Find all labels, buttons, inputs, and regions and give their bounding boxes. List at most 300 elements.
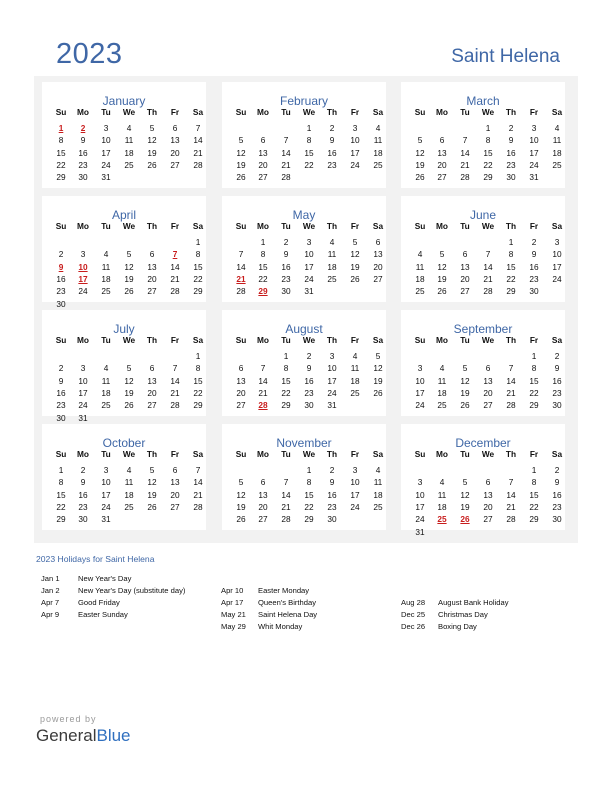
day: 25	[350, 387, 360, 398]
weekday-label: Tu	[460, 449, 470, 459]
day: 25	[373, 501, 383, 512]
day: 19	[236, 159, 246, 170]
week-row	[230, 464, 390, 476]
week-row	[230, 375, 390, 387]
week-row	[409, 134, 569, 146]
day: 8	[508, 249, 514, 260]
day: 20	[483, 387, 493, 398]
weekday-label: Tu	[460, 221, 470, 231]
day: 30	[552, 400, 562, 411]
weekday-label: Tu	[101, 449, 111, 459]
day: 8	[58, 477, 64, 488]
day: 10	[101, 477, 111, 488]
weekday-label: Sa	[551, 335, 563, 345]
week-row	[50, 171, 210, 183]
day: 12	[147, 135, 157, 146]
day: 2	[554, 351, 560, 361]
holiday-day: 28	[258, 400, 268, 411]
day: 11	[350, 363, 360, 374]
weekday-header	[409, 448, 569, 460]
day: 15	[304, 489, 314, 500]
week-row	[409, 248, 569, 260]
day: 14	[281, 489, 291, 500]
weekday-label: Mo	[257, 107, 269, 117]
weekday-label: Tu	[281, 449, 291, 459]
day: 27	[236, 400, 246, 411]
holiday-day: 10	[78, 261, 88, 272]
day: 14	[506, 375, 516, 386]
day: 2	[58, 363, 64, 374]
day: 30	[529, 286, 539, 297]
day: 15	[258, 261, 268, 272]
holiday-date: Apr 10	[221, 586, 244, 595]
day: 12	[373, 363, 383, 374]
holiday-day: 17	[78, 273, 88, 284]
day: 21	[281, 501, 291, 512]
day: 16	[281, 261, 291, 272]
week-row	[409, 350, 569, 362]
day: 1	[283, 351, 289, 361]
weekday-label: Sa	[192, 335, 204, 345]
weekday-header	[230, 106, 390, 118]
day: 23	[56, 400, 66, 411]
day: 14	[483, 261, 493, 272]
day: 6	[260, 135, 266, 146]
day: 3	[554, 237, 560, 247]
week-row	[50, 159, 210, 171]
day: 4	[126, 465, 132, 475]
day: 29	[506, 286, 516, 297]
day: 13	[483, 375, 493, 386]
day: 18	[437, 387, 447, 398]
weekday-label: We	[481, 221, 495, 231]
day: 27	[483, 514, 493, 525]
week-row	[230, 387, 390, 399]
day: 30	[56, 412, 66, 423]
weekday-label: Su	[55, 221, 67, 231]
day: 4	[375, 465, 381, 475]
month-name: November	[276, 436, 332, 450]
day: 20	[147, 273, 157, 284]
weekday-label: Fr	[350, 107, 360, 117]
weekday-label: Fr	[529, 335, 539, 345]
day: 26	[236, 172, 246, 183]
powered-by-text: powered by	[40, 714, 97, 724]
day: 6	[149, 249, 155, 260]
weekday-label: Tu	[101, 335, 111, 345]
day: 28	[193, 501, 203, 512]
day: 4	[126, 123, 132, 133]
day: 6	[485, 363, 491, 374]
day: 28	[193, 159, 203, 170]
day: 25	[101, 286, 111, 297]
day: 17	[101, 489, 111, 500]
day: 3	[80, 249, 86, 260]
weekday-label: Su	[414, 449, 426, 459]
day: 5	[375, 351, 381, 361]
day: 28	[506, 400, 516, 411]
day: 8	[531, 477, 537, 488]
day: 24	[101, 159, 111, 170]
generalblue-logo[interactable]	[36, 726, 131, 746]
day: 17	[101, 147, 111, 158]
brand-general: General	[36, 726, 97, 745]
day: 20	[258, 159, 268, 170]
day: 2	[329, 123, 335, 133]
day: 9	[306, 363, 312, 374]
day: 22	[193, 387, 203, 398]
day: 16	[304, 375, 314, 386]
weekday-label: Su	[55, 107, 67, 117]
week-row	[50, 273, 210, 285]
week-row	[409, 261, 569, 273]
day: 24	[552, 273, 562, 284]
day: 9	[329, 135, 335, 146]
brand-blue: Blue	[96, 726, 131, 745]
weekday-label: Su	[55, 449, 67, 459]
day: 30	[56, 298, 66, 309]
weekday-label: Th	[326, 221, 338, 231]
weekday-label: Sa	[372, 107, 384, 117]
day: 2	[554, 465, 560, 475]
day: 11	[124, 135, 134, 146]
day: 7	[260, 363, 266, 374]
day: 17	[327, 375, 337, 386]
day: 24	[78, 286, 88, 297]
month-september	[401, 310, 565, 416]
day: 26	[236, 514, 246, 525]
day: 21	[258, 387, 268, 398]
holiday-name: Good Friday	[78, 598, 120, 607]
week-row	[50, 261, 210, 273]
day: 5	[462, 477, 468, 488]
day: 7	[508, 477, 514, 488]
weekday-label: Sa	[192, 449, 204, 459]
weekday-label: Su	[235, 221, 247, 231]
day: 12	[437, 261, 447, 272]
month-july	[42, 310, 206, 423]
weekday-header	[230, 448, 390, 460]
day: 25	[415, 286, 425, 297]
weekday-label: Sa	[551, 221, 563, 231]
day: 30	[552, 514, 562, 525]
weekday-label: Sa	[192, 107, 204, 117]
week-row	[50, 298, 210, 310]
day: 10	[350, 477, 360, 488]
day: 16	[56, 273, 66, 284]
weekday-label: We	[302, 107, 316, 117]
day: 21	[193, 489, 203, 500]
weekday-label: Mo	[77, 335, 89, 345]
day: 23	[281, 273, 291, 284]
week-row	[230, 513, 390, 525]
weekday-label: Th	[505, 107, 517, 117]
day: 10	[304, 249, 314, 260]
weekday-label: Tu	[460, 107, 470, 117]
day: 9	[554, 363, 560, 374]
day: 29	[529, 514, 539, 525]
weekday-label: Th	[146, 221, 158, 231]
day: 3	[103, 123, 109, 133]
holiday-name: Easter Monday	[258, 586, 310, 595]
day: 4	[554, 123, 560, 133]
weekday-label: Th	[326, 335, 338, 345]
day: 27	[258, 172, 268, 183]
weekday-label: Tu	[281, 335, 291, 345]
day: 29	[193, 400, 203, 411]
week-row	[230, 273, 390, 285]
day: 30	[78, 514, 88, 525]
day: 23	[304, 387, 314, 398]
day: 11	[373, 135, 383, 146]
month-name: June	[469, 208, 497, 222]
holiday-name: Saint Helena Day	[258, 610, 318, 619]
weekday-label: Mo	[436, 449, 448, 459]
day: 18	[124, 147, 134, 158]
day: 19	[373, 375, 383, 386]
day: 15	[529, 489, 539, 500]
day: 17	[415, 501, 425, 512]
holiday-date: Jan 1	[41, 574, 60, 583]
week-row	[50, 122, 210, 134]
day: 20	[437, 159, 447, 170]
month-june	[401, 196, 565, 302]
day: 4	[375, 123, 381, 133]
day: 20	[460, 273, 470, 284]
day: 8	[485, 135, 491, 146]
day: 16	[327, 147, 337, 158]
day: 7	[462, 135, 468, 146]
day: 12	[415, 147, 425, 158]
day: 6	[172, 465, 178, 475]
day: 15	[483, 147, 493, 158]
week-row	[409, 236, 569, 248]
day: 28	[170, 286, 180, 297]
weekday-label: Mo	[436, 221, 448, 231]
day: 13	[373, 249, 383, 260]
holiday-name: New Year's Day (substitute day)	[78, 586, 186, 595]
day: 26	[415, 172, 425, 183]
holiday-date: Aug 28	[401, 598, 426, 607]
day: 12	[236, 147, 246, 158]
week-row	[230, 159, 390, 171]
day: 21	[281, 159, 291, 170]
day: 4	[439, 363, 445, 374]
day: 19	[147, 147, 157, 158]
weekday-label: Su	[414, 107, 426, 117]
day: 3	[103, 465, 109, 475]
day: 11	[373, 477, 383, 488]
day: 7	[172, 363, 178, 374]
holiday-day: 9	[58, 261, 64, 272]
day: 19	[460, 387, 470, 398]
day: 1	[306, 123, 312, 133]
day: 20	[373, 261, 383, 272]
day: 11	[437, 375, 447, 386]
day: 12	[350, 249, 360, 260]
day: 25	[552, 159, 562, 170]
holiday-day: 2	[80, 123, 86, 133]
day: 24	[350, 159, 360, 170]
week-row	[409, 476, 569, 488]
day: 29	[529, 400, 539, 411]
day: 17	[350, 489, 360, 500]
day: 28	[460, 172, 470, 183]
day: 23	[327, 159, 337, 170]
week-row	[50, 412, 210, 424]
holiday-day: 29	[258, 286, 268, 297]
month-name: May	[292, 208, 316, 222]
day: 18	[373, 147, 383, 158]
day: 1	[306, 465, 312, 475]
day: 4	[103, 363, 109, 374]
day: 28	[236, 286, 246, 297]
day: 27	[373, 273, 383, 284]
day: 10	[552, 249, 562, 260]
day: 21	[506, 387, 516, 398]
weekday-header	[50, 106, 210, 118]
day: 13	[147, 261, 157, 272]
country-title: Saint Helena	[451, 46, 560, 67]
day: 20	[483, 501, 493, 512]
month-name: October	[102, 436, 146, 450]
weekday-label: Fr	[529, 107, 539, 117]
month-name: July	[113, 322, 135, 336]
day: 9	[554, 477, 560, 488]
day: 11	[437, 489, 447, 500]
day: 24	[529, 159, 539, 170]
day: 19	[147, 489, 157, 500]
weekday-label: We	[302, 335, 316, 345]
day: 7	[283, 477, 289, 488]
day: 13	[258, 147, 268, 158]
week-row	[409, 362, 569, 374]
weekday-label: We	[481, 449, 495, 459]
day: 22	[529, 501, 539, 512]
weekday-label: Mo	[436, 335, 448, 345]
day: 29	[56, 514, 66, 525]
day: 9	[80, 135, 86, 146]
day: 10	[415, 489, 425, 500]
holiday-name: Boxing Day	[438, 622, 477, 631]
day: 31	[78, 412, 88, 423]
holiday-day: 26	[460, 514, 470, 525]
day: 15	[193, 375, 203, 386]
month-april	[42, 196, 206, 309]
day: 29	[281, 400, 291, 411]
week-row	[230, 261, 390, 273]
weekday-label: Fr	[350, 335, 360, 345]
day: 20	[258, 501, 268, 512]
weekday-label: Tu	[460, 335, 470, 345]
day: 27	[460, 286, 470, 297]
day: 8	[283, 363, 289, 374]
day: 23	[78, 159, 88, 170]
day: 9	[58, 375, 64, 386]
weekday-label: Th	[326, 107, 338, 117]
week-row	[409, 122, 569, 134]
day: 22	[304, 159, 314, 170]
week-row	[230, 171, 390, 183]
day: 26	[437, 286, 447, 297]
week-row	[50, 350, 210, 362]
day: 12	[460, 489, 470, 500]
day: 8	[260, 249, 266, 260]
week-row	[50, 476, 210, 488]
weekday-label: Su	[235, 107, 247, 117]
day: 18	[552, 147, 562, 158]
day: 10	[350, 135, 360, 146]
day: 14	[193, 477, 203, 488]
weekday-label: Th	[326, 449, 338, 459]
weekday-label: Tu	[281, 221, 291, 231]
day: 23	[529, 273, 539, 284]
day: 14	[170, 375, 180, 386]
day: 9	[531, 249, 537, 260]
week-row	[409, 273, 569, 285]
day: 3	[306, 237, 312, 247]
week-row	[50, 248, 210, 260]
week-row	[409, 285, 569, 297]
day: 15	[506, 261, 516, 272]
day: 2	[508, 123, 514, 133]
day: 31	[529, 172, 539, 183]
weekday-label: We	[122, 335, 136, 345]
weekday-label: Mo	[436, 107, 448, 117]
day: 29	[304, 514, 314, 525]
day: 13	[170, 477, 180, 488]
weekday-label: Mo	[77, 449, 89, 459]
day: 27	[147, 400, 157, 411]
day: 23	[327, 501, 337, 512]
day: 7	[238, 249, 244, 260]
day: 24	[415, 400, 425, 411]
day: 28	[483, 286, 493, 297]
day: 15	[193, 261, 203, 272]
day: 1	[531, 351, 537, 361]
day: 17	[304, 261, 314, 272]
week-row	[50, 362, 210, 374]
day: 9	[329, 477, 335, 488]
weekday-label: Sa	[551, 449, 563, 459]
weekday-label: We	[302, 221, 316, 231]
week-row	[409, 513, 569, 525]
day: 26	[350, 273, 360, 284]
day: 8	[306, 477, 312, 488]
week-row	[230, 350, 390, 362]
day: 23	[552, 387, 562, 398]
week-row	[50, 236, 210, 248]
day: 5	[149, 465, 155, 475]
day: 21	[170, 273, 180, 284]
day: 13	[437, 147, 447, 158]
weekday-label: We	[122, 221, 136, 231]
day: 14	[170, 261, 180, 272]
week-row	[50, 464, 210, 476]
week-row	[50, 399, 210, 411]
day: 1	[508, 237, 514, 247]
holiday-day: 7	[172, 249, 178, 260]
day: 2	[80, 465, 86, 475]
day: 25	[437, 400, 447, 411]
week-row	[230, 476, 390, 488]
holiday-date: Apr 9	[41, 610, 60, 619]
weekday-label: We	[481, 107, 495, 117]
month-name: April	[111, 208, 136, 222]
weekday-label: Fr	[529, 449, 539, 459]
weekday-label: We	[481, 335, 495, 345]
day: 22	[193, 273, 203, 284]
